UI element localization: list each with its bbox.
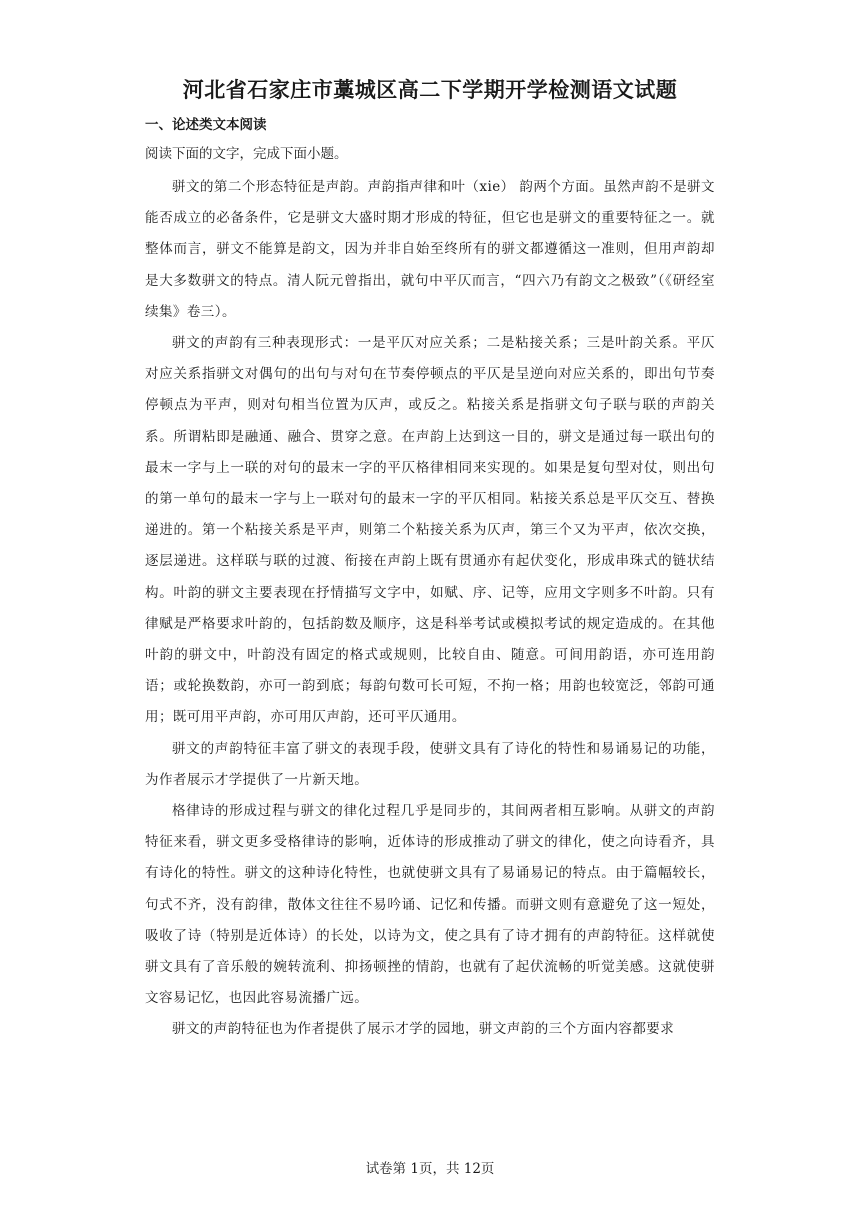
passage-paragraph: 格律诗的形成过程与骈文的律化过程几乎是同步的，其间两者相互影响。从骈文的声韵特征来看，骈文更多受格律诗的影响，近体诗的形成推动了骈文的律化，使之向诗看齐，具有诗化的特性。骈文的这种诗化特性，也就使骈文具有了易诵易记的特点。由于篇幅较长，句式不齐，没有韵律，散体文往往不易吟诵、记忆和传播。而骈文则有意避免了这一短处，吸收了诗（特别是近体诗）的长处，以诗为文，使之具有了诗才拥有的声韵特征。这样就使骈文具有了音乐般的婉转流利、抑扬顿挫的情韵，也就有了起伏流畅的听觉美感。这就使骈文容易记忆，也因此容易流播广远。 xyxy=(145,803,715,1007)
section-heading: 一、论述类文本阅读 xyxy=(145,117,267,133)
passage-paragraph: 骈文的声韵特征也为作者提供了展示才学的园地，骈文声韵的三个方面内容都要求 xyxy=(172,1021,675,1038)
passage-paragraph: 骈文的声韵特征丰富了骈文的表现手段，使骈文具有了诗化的特性和易诵易记的功能，为作者展示才学提供了一片新天地。 xyxy=(145,740,715,788)
reading-instruction: 阅读下面的文字，完成下面小题。 xyxy=(145,146,348,162)
passage-paragraph: 骈文的第二个形态特征是声韵。声韵指声律和叶（xie） 韵两个方面。虽然声韵不是骈文能否成立的必备条件，它是骈文大盛时期才形成的特征，但它也是骈文的重要特征之一。就整体而言，骈文不能算是韵文，因为并非自始至终所有的骈文都遵循这一准则，但用声韵却是大多数骈文的特点。清人阮元曾指出，就句中平仄而言，“四六乃有韵文之极致”（《研经室续集》卷三）。 xyxy=(145,179,715,320)
page-title: 河北省石家庄市藁城区高二下学期开学检测语文试题 xyxy=(182,78,678,102)
page-footer: 试卷第 1页，共 12页 xyxy=(365,1161,495,1177)
passage-paragraph: 骈文的声韵有三种表现形式：一是平仄对应关系；二是粘接关系；三是叶韵关系。平仄对应关系指骈文对偶句的出句与对句在节奏停顿点的平仄是呈逆向对应关系的，即出句节奏停顿点为平声，则对句相当位置为仄声，或反之。粘接关系是指骈文句子联与联的声韵关系。所谓粘即是融通、融合、贯穿之意。在声韵上达到这一目的，骈文是通过每一联出句的最末一字与上一联的对句的最末一字的平仄格律相同来实现的。如果是复句型对仗，则出句的第一单句的最末一字与上一联对句的最末一字的平仄相同。粘接关系总是平仄交互、替换递进的。第一个粘接关系是平声，则第二个粘接关系为仄声，第三个又为平声，依次交换，逐层递进。这样联与联的过渡、衔接在声韵上既有贯通亦有起伏变化，形成串珠式的链状结构。叶韵的骈文主要表现在抒情描写文字中，如赋、序、记等，应用文字则多不叶韵。只有律赋是严格要求叶韵的，包括韵数及顺序，这是科举考试或模拟考试的规定造成的。在其他叶韵的骈文中，叶韵没有固定的格式或规则，比较自由、随意。可间用韵语，亦可连用韵语；或轮换数韵，亦可一韵到底；每韵句数可长可短，不拘一格；用韵也较宽泛，邻韵可通用；既可用平声韵，亦可用仄声韵，还可平仄通用。 xyxy=(145,335,715,726)
reading-passage xyxy=(145,172,715,1046)
